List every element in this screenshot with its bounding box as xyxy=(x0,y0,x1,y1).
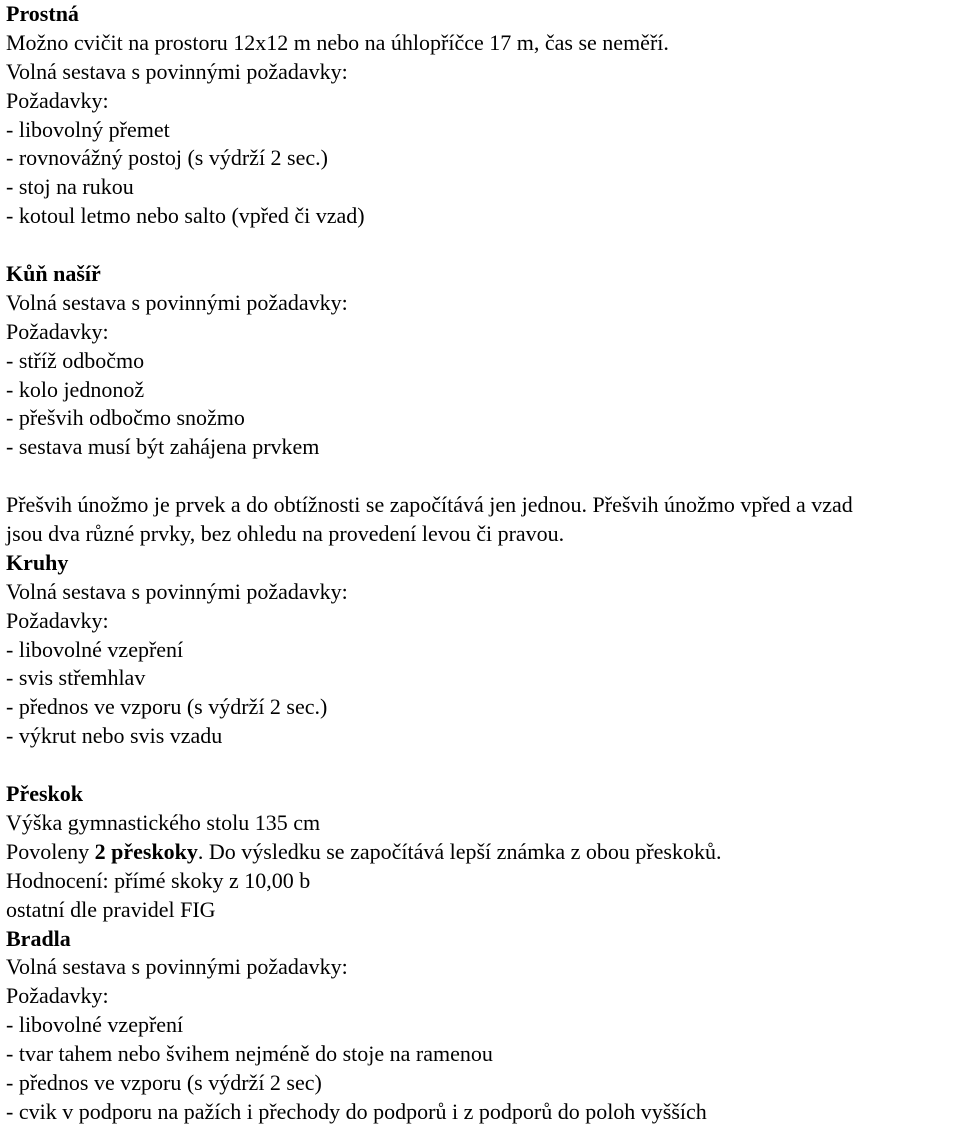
list-item: - tvar tahem nebo švihem nejméně do stoje na ramenou xyxy=(6,1041,493,1067)
section-heading-prostna: Prostná xyxy=(6,1,79,26)
list-item: - kotoul letmo nebo salto (vpřed či vzad) xyxy=(6,203,365,229)
note-line: Přešvih únožmo je prvek a do obtížnosti se započítává jen jednou. Přešvih únožmo vpřed a vzad xyxy=(6,492,853,518)
section-heading-preskok: Přeskok xyxy=(6,781,83,807)
section-heading-kun: Kůň našíř xyxy=(6,261,101,287)
allowed-suffix: . Do výsledku se započítává lepší známka z obou přeskoků. xyxy=(197,838,722,864)
section-heading-bradla: Bradla xyxy=(6,925,71,951)
note-line: jsou dva různé prvky, bez ohledu na provedení levou či pravou. xyxy=(6,521,565,547)
text-line: Požadavky: xyxy=(6,87,109,113)
list-item: - libovolný přemet xyxy=(6,116,170,142)
text-line: ostatní dle pravidel FIG xyxy=(6,896,216,922)
document-body xyxy=(6,0,956,1127)
list-item: - přednos ve vzporu (s výdrží 2 sec.) xyxy=(6,694,328,720)
spacer xyxy=(6,462,956,491)
list-item: - sestava musí být zahájena prvkem xyxy=(6,434,320,460)
list-item: - stříž odbočmo xyxy=(6,347,145,373)
text-line: Požadavky: xyxy=(6,983,109,1009)
text-line: Požadavky: xyxy=(6,318,109,344)
allowed-count: 2 přeskoky xyxy=(94,838,198,864)
text-line: Požadavky: xyxy=(6,607,109,633)
allowed-prefix: Povoleny xyxy=(6,838,95,864)
list-item: - kolo jednonož xyxy=(6,376,145,402)
list-item: - cvik v podporu na pažích i přechody do podporů i z podporů do poloh vyšších xyxy=(6,1098,707,1124)
text-line: Výška gymnastického stolu 135 cm xyxy=(6,809,321,835)
spacer xyxy=(6,231,956,260)
text-line: Hodnocení: přímé skoky z 10,00 b xyxy=(6,867,311,893)
list-item: - přešvih odbočmo snožmo xyxy=(6,405,245,431)
text-line: Volná sestava s povinnými požadavky: xyxy=(6,58,348,84)
list-item: - stoj na rukou xyxy=(6,174,134,200)
text-line: Volná sestava s povinnými požadavky: xyxy=(6,289,348,315)
allowed-vaults-line xyxy=(6,838,956,867)
list-item: - rovnovážný postoj (s výdrží 2 sec.) xyxy=(6,145,328,171)
list-item: - výkrut nebo svis vzadu xyxy=(6,723,223,749)
spacer xyxy=(6,751,956,780)
list-item: - libovolné vzepření xyxy=(6,1012,184,1038)
text-line: Možno cvičit na prostoru 12x12 m nebo na úhlopříčce 17 m, čas se neměří. xyxy=(6,29,669,55)
section-heading-kruhy: Kruhy xyxy=(6,549,69,575)
list-item: - svis střemhlav xyxy=(6,665,146,691)
text-line: Volná sestava s povinnými požadavky: xyxy=(6,954,348,980)
list-item: - přednos ve vzporu (s výdrží 2 sec) xyxy=(6,1069,322,1095)
list-item: - libovolné vzepření xyxy=(6,636,184,662)
text-line: Volná sestava s povinnými požadavky: xyxy=(6,578,348,604)
